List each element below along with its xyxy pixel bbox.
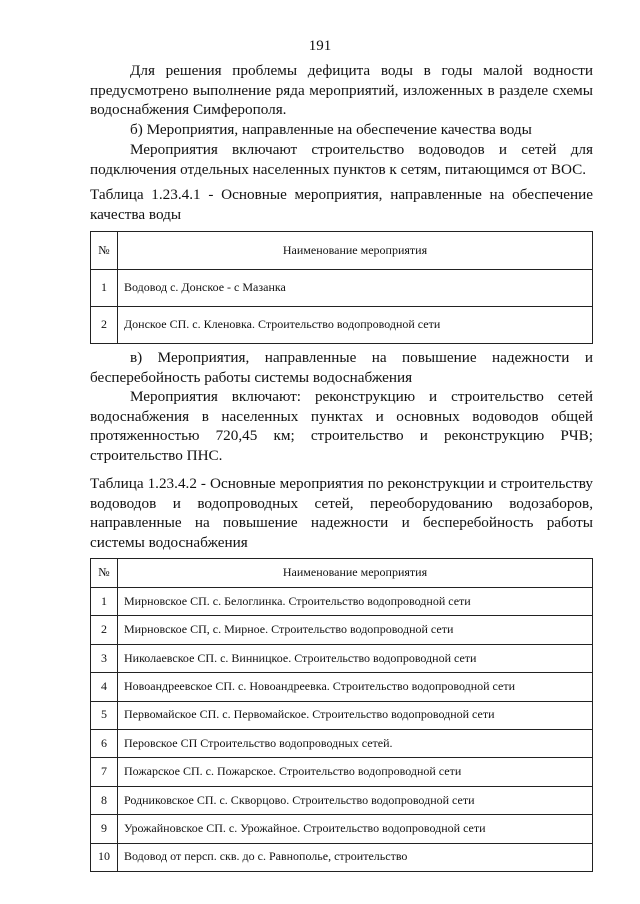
section-heading: б) Мероприятия, направленные на обеспечение качества воды: [130, 121, 532, 138]
row-number: 6: [91, 729, 118, 757]
row-name: Мирновское СП, с. Мирное. Строительство водопроводной сети: [118, 616, 593, 644]
paragraph-measures-quality: [90, 140, 593, 179]
table-row: [91, 616, 593, 644]
table1: [90, 231, 593, 344]
page-number: 191: [308, 38, 332, 54]
column-header-number: №: [91, 559, 118, 588]
paragraph-water-deficit: [90, 61, 593, 120]
table2-container: [90, 558, 593, 872]
row-number: 2: [91, 616, 118, 644]
table-caption: Таблица 1.23.4.1 - Основные мероприятия, направленные на обеспечение качества воды: [90, 186, 593, 223]
row-name: Пожарское СП. с. Пожарское. Строительство водопроводной сети: [118, 758, 593, 786]
paragraph-text: Мероприятия включают строительство водоводов и сетей для подключения отдельных населенных пунктов к сетям, питающимся от ВОС.: [90, 141, 593, 178]
column-header-name: Наименование мероприятия: [118, 232, 593, 270]
table-row: [91, 786, 593, 814]
section-heading: в) Мероприятия, направленные на повышение надежности и бесперебойность работы системы водоснабжения: [90, 349, 593, 386]
row-name: Первомайское СП. с. Первомайское. Строительство водопроводной сети: [118, 701, 593, 729]
column-header-name: Наименование мероприятия: [118, 559, 593, 588]
table-row: [91, 270, 593, 307]
table-header-row: [91, 232, 593, 270]
row-number: 8: [91, 786, 118, 814]
table-row: [91, 307, 593, 344]
table-caption: Таблица 1.23.4.2 - Основные мероприятия по реконструкции и строительству водоводов и водопроводных сетей, переоборудованию водозаборов, направленные на повышение надежности и бесперебойность работы системы водоснабжения: [90, 475, 593, 551]
table-row: [91, 729, 593, 757]
row-name: Родниковское СП. с. Скворцово. Строительство водопроводной сети: [118, 786, 593, 814]
table-header-row: [91, 559, 593, 588]
table-row: [91, 644, 593, 672]
paragraph-text: Для решения проблемы дефицита воды в годы малой водности предусмотрено выполнение ряда мероприятий, изложенных в разделе схемы водоснабжения Симферополя.: [90, 62, 593, 119]
table-row: [91, 588, 593, 616]
row-name: Водовод от персп. скв. до с. Равнополье, строительство: [118, 843, 593, 871]
table-row: [91, 701, 593, 729]
table-row: [91, 673, 593, 701]
row-number: 5: [91, 701, 118, 729]
table-row: [91, 758, 593, 786]
row-name: Мирновское СП. с. Белоглинка. Строительство водопроводной сети: [118, 588, 593, 616]
table2-caption: [90, 474, 593, 552]
table-row: [91, 815, 593, 843]
table1-caption: [90, 185, 593, 224]
row-name: Николаевское СП. с. Винницкое. Строительство водопроводной сети: [118, 644, 593, 672]
paragraph-measures-reliability: [90, 387, 593, 465]
table2: [90, 558, 593, 872]
row-number: 4: [91, 673, 118, 701]
row-name: Донское СП. с. Кленовка. Строительство водопроводной сети: [118, 307, 593, 344]
row-name: Урожайновское СП. с. Урожайное. Строительство водопроводной сети: [118, 815, 593, 843]
column-header-number: №: [91, 232, 118, 270]
row-number: 7: [91, 758, 118, 786]
paragraph-section-c: [90, 348, 593, 387]
paragraph-section-b: [90, 120, 593, 140]
row-number: 2: [91, 307, 118, 344]
paragraph-text: Мероприятия включают: реконструкцию и строительство сетей водоснабжения в населенных пунктах и основных водоводов общей протяженностью 720,45 км; строительство и реконструкцию РЧВ; строительство ПНС.: [90, 388, 593, 464]
row-number: 9: [91, 815, 118, 843]
row-name: Водовод с. Донское - с Мазанка: [118, 270, 593, 307]
row-name: Перовское СП Строительство водопроводных сетей.: [118, 729, 593, 757]
row-number: 10: [91, 843, 118, 871]
row-name: Новоандреевское СП. с. Новоандреевка. Строительство водопроводной сети: [118, 673, 593, 701]
table-row: [91, 843, 593, 871]
row-number: 1: [91, 270, 118, 307]
table1-container: [90, 231, 593, 344]
row-number: 1: [91, 588, 118, 616]
row-number: 3: [91, 644, 118, 672]
